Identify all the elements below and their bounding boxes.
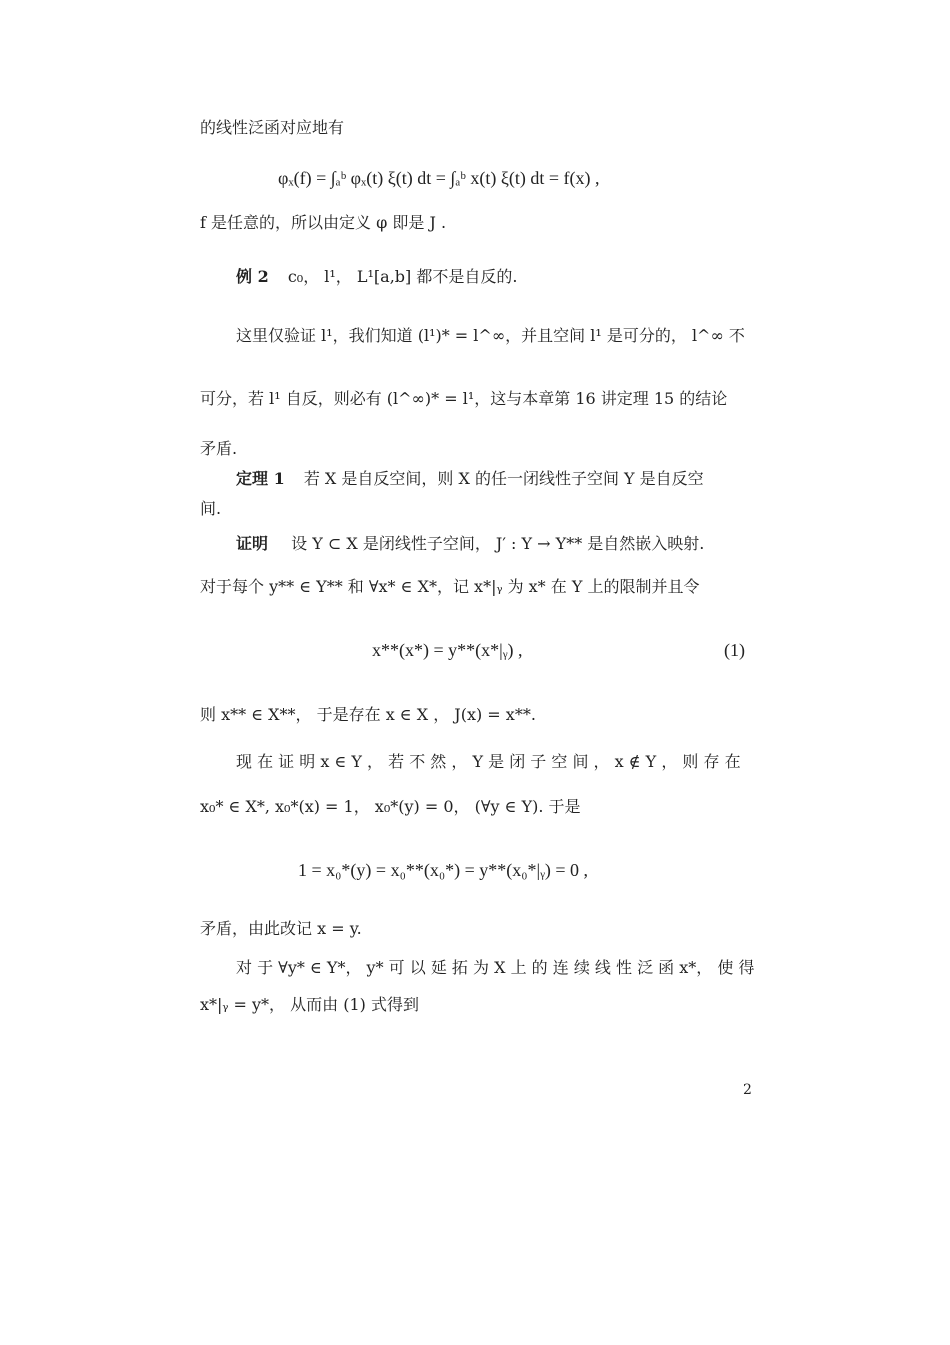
example-label: 例 2: [236, 267, 269, 286]
proof-label: 证明: [236, 534, 269, 553]
page-number: 2: [743, 1082, 752, 1098]
text-line: 间.: [200, 499, 222, 518]
text-line: x₀* ∈ X*, x₀*(x) = 1， x₀*(y) = 0， (∀y ∈ Y). 于是: [200, 797, 581, 816]
text-line: 矛盾.: [200, 439, 238, 458]
text-line: x*|ᵧ = y*， 从而由 (1) 式得到: [200, 995, 419, 1014]
equation-contradiction: 1 = x₀*(y) = x₀**(x₀*) = y**(x₀*|ᵧ) = 0 ,: [298, 860, 589, 880]
proof: [236, 532, 704, 556]
text-line: 矛盾，由此改记 x = y.: [200, 919, 362, 938]
theorem-1: [236, 467, 704, 491]
text-line: f 是任意的，所以由定义 φ 即是 J .: [200, 213, 447, 232]
theorem-label: 定理 1: [236, 469, 285, 488]
equation-1: x**(x*) = y**(x*|ᵧ) ,: [372, 640, 523, 660]
text-line: 的线性泛函对应地有: [200, 118, 345, 137]
theorem-text: 若 X 是自反空间，则 X 的任一闭线性子空间 Y 是自反空: [303, 469, 704, 488]
example-2: [236, 265, 517, 289]
text-line: 可分，若 l¹ 自反，则必有 (l^∞)* = l¹，这与本章第 16 讲定理 15 的结论: [200, 389, 728, 408]
text-line: 则 x** ∈ X**， 于是存在 x ∈ X ， J(x) = x**.: [200, 705, 536, 724]
proof-text: 设 Y ⊂ X 是闭线性子空间， J′ : Y → Y** 是自然嵌入映射.: [291, 534, 705, 553]
text-line: 这里仅验证 l¹，我们知道 (l¹)* = l^∞，并且空间 l¹ 是可分的， l^∞ 不: [236, 326, 745, 345]
text-line: 对 于 ∀y* ∈ Y*， y* 可 以 延 拓 为 X 上 的 连 续 线 性 泛 函 x*， 使 得: [236, 958, 755, 977]
text-line: 对于每个 y** ∈ Y** 和 ∀x* ∈ X*，记 x*|ᵧ 为 x* 在 Y 上的限制并且令: [200, 577, 700, 596]
equation-phi: φₓ(f) = ∫ₐᵇ φₓ(t) ξ(t) dt = ∫ₐᵇ x(t) ξ(t) dt = f(x) ,: [278, 168, 600, 188]
text-line: 现 在 证 明 x ∈ Y ， 若 不 然 ， Y 是 闭 子 空 间 ， x ∉ Y ， 则 存 在: [236, 752, 741, 771]
example-text: c₀， l¹， L¹[a,b] 都不是自反的.: [287, 267, 518, 286]
equation-number: (1): [724, 640, 745, 660]
